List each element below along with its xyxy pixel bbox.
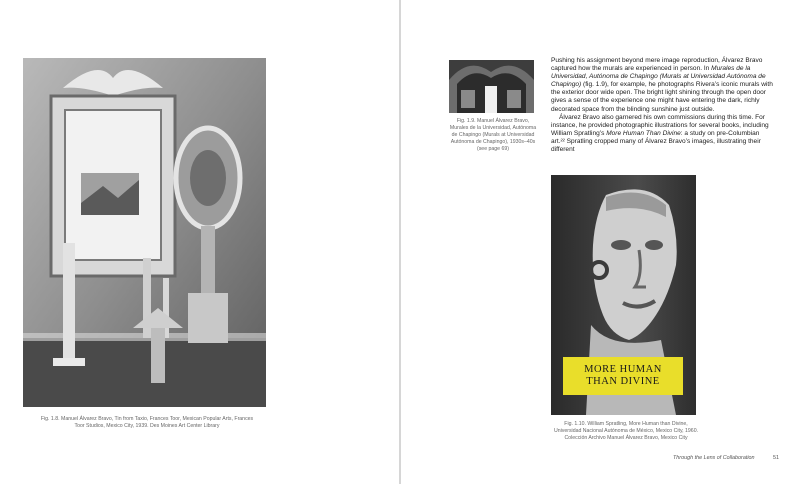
body-text (551, 57, 773, 154)
paragraph-2-text-b: : a study on pre-Columbian art.²² Spratling cropped many of Álvarez Bravo’s images, illustrating their different (551, 129, 761, 154)
book-cover-photo (551, 175, 696, 415)
figure-caption-1-10: Fig. 1.10. William Spratling, More Human than Divine, Universidad Nacional Autónoma de México, Mexico City, 1960. Colección Archivo Manuel Álvarez Bravo, Mexico City (553, 421, 699, 441)
paragraph-1 (551, 57, 773, 114)
paragraph-1-text-b: (fig. 1.9), for example, he photographs Rivera’s iconic murals with the exterior door wide open. The bright light shining through the open door gives a sense of the experience one might have entering the dark, richly decorated space from the blinding sunshine just outside. (551, 81, 773, 113)
left-page (0, 0, 399, 484)
figure-caption-1-8: Fig. 1.8. Manuel Álvarez Bravo, Tin from Taxio, Frances Toor, Mexican Popular Arts, Frances Toor Studios, Mexico City, 1939. Des Moines Art Center Library (40, 416, 254, 429)
book-title-band (563, 357, 683, 395)
arch-illustration (449, 60, 534, 113)
mirror-still-life-illustration (23, 58, 266, 407)
paragraph-2 (551, 114, 773, 154)
book-title-line-1: MORE HUMAN (584, 364, 662, 375)
paragraph-2-title: More Human Than Divine (606, 129, 681, 137)
murals-arch-photo (449, 60, 534, 113)
running-footer: Through the Lens of Collaboration (673, 455, 755, 461)
book-title-line-2: THAN DIVINE (586, 376, 660, 387)
paragraph-1-text-a: Pushing his assignment beyond mere image reproduction, Álvarez Bravo captured how the murals are experienced in person. In (551, 57, 763, 73)
page-number: 51 (773, 455, 779, 461)
figure-caption-1-9: Fig. 1.9. Manuel Álvarez Bravo, Murales de la Universidad, Autónoma de Chapingo (Murals at Universidad Autónoma de Chapingo), 1930s–40s (see page 69) (449, 118, 537, 152)
paragraph-2-text-a: Álvarez Bravo also garnered his own commissions during this time. For instance, he provided photographic illustrations for several books, including William Spratling’s (551, 113, 769, 137)
paragraph-1-title: Murales de la Universidad, Autónoma de Chapingo (Murals at Universidad Autónoma de Chapingo) (551, 65, 766, 89)
right-page (401, 0, 800, 484)
mirror-still-life-photo (23, 58, 266, 407)
